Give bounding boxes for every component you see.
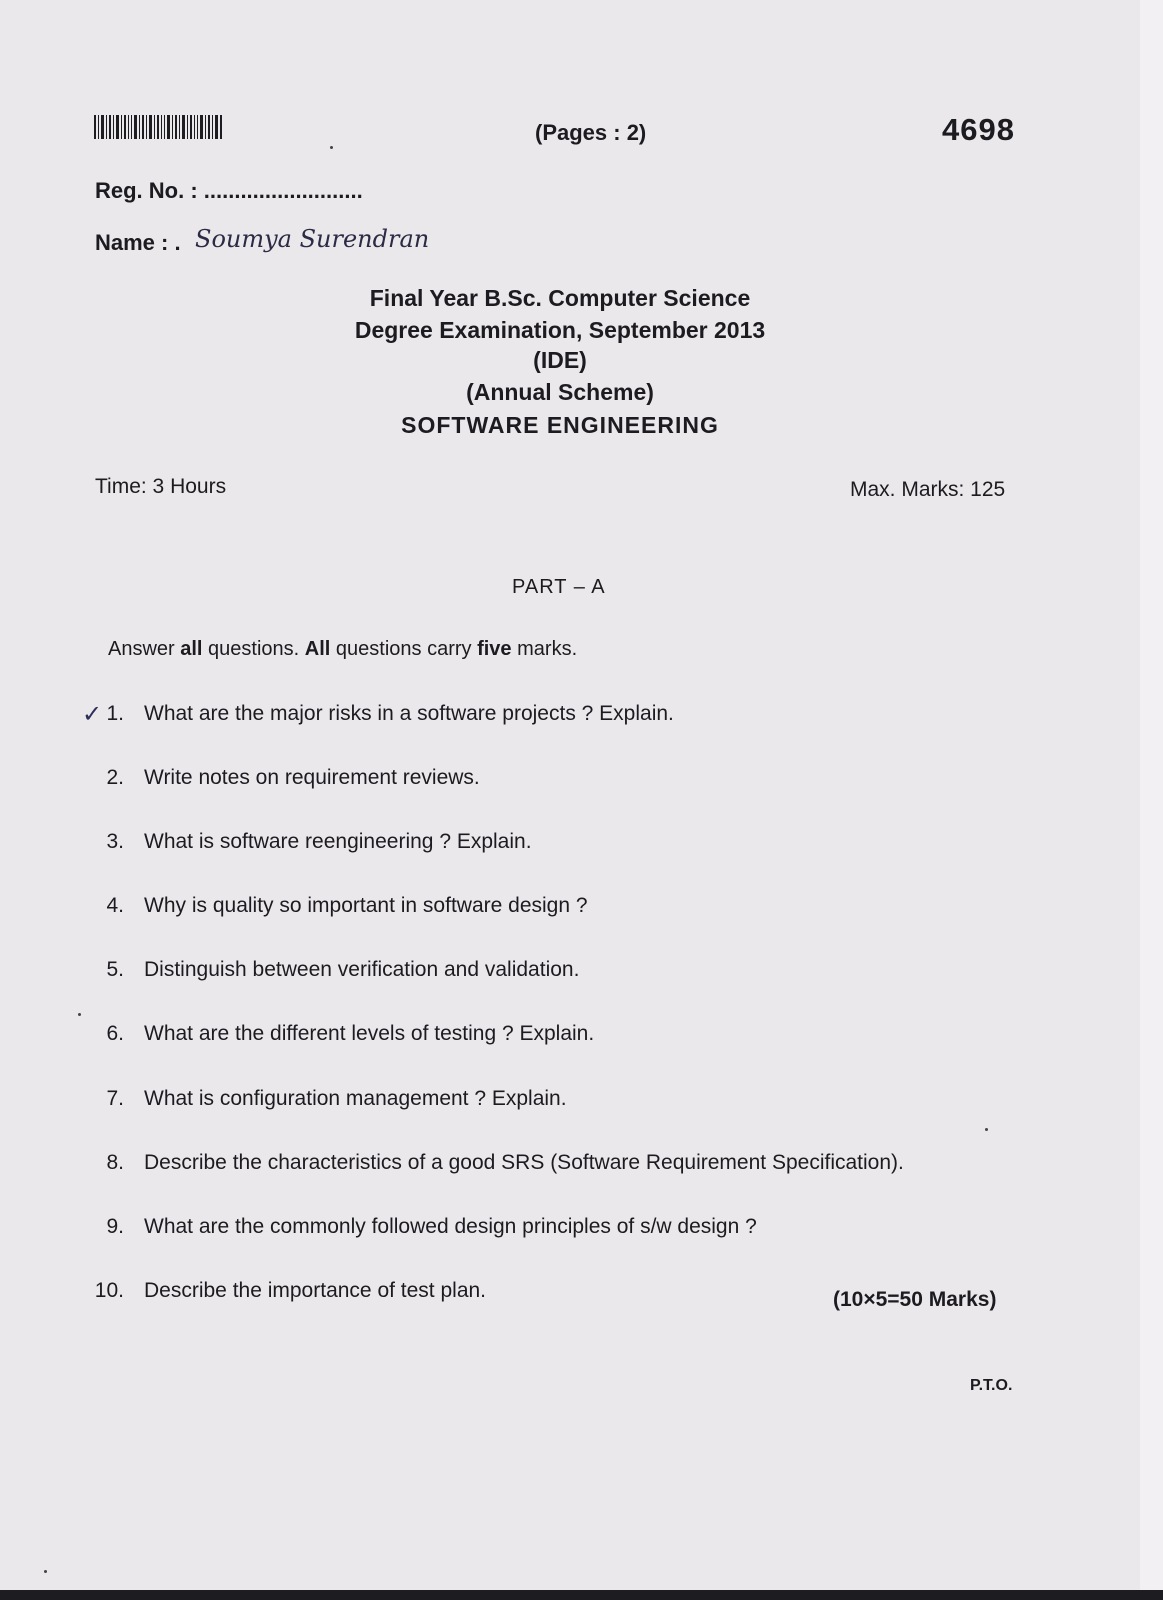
instr-bold-all2: All [304, 638, 331, 660]
instr-mid: questions. [202, 638, 305, 660]
question-text: What is software reengineering ? Explain. [144, 830, 532, 853]
part-heading: PART – A [512, 576, 606, 598]
barcode [94, 115, 222, 139]
paper-code: 4698 [942, 112, 1015, 147]
instr-pre: Answer [108, 638, 181, 660]
instr-bold-all: all [180, 638, 203, 660]
instr-mid2: questions carry [330, 638, 478, 660]
question-number: 10. [94, 1279, 124, 1302]
question-number: 5. [106, 958, 124, 981]
question-number: 3. [106, 830, 124, 853]
name-label: Name : . [95, 230, 181, 255]
reg-no-field: Reg. No. : .......................... [95, 178, 363, 203]
subject-title: SOFTWARE ENGINEERING [401, 412, 719, 438]
exam-title-line3: (IDE) [533, 347, 587, 373]
speck [44, 1570, 47, 1573]
pto-note: P.T.O. [970, 1377, 1013, 1394]
speck [330, 146, 333, 149]
question-text: What is configuration management ? Explain. [144, 1087, 567, 1110]
question-text: What are the major risks in a software projects ? Explain. [144, 702, 674, 725]
question-text: Describe the importance of test plan. [144, 1279, 487, 1302]
question-number: 4. [106, 894, 124, 917]
scan-margin [1140, 0, 1163, 1600]
instr-post: marks. [511, 638, 578, 660]
speck [985, 1128, 988, 1131]
handwritten-name: Soumya Surendran [195, 225, 430, 253]
exam-title-line2: Degree Examination, September 2013 [354, 317, 766, 343]
question-number: 9. [106, 1215, 124, 1238]
instr-bold-five: five [477, 638, 512, 660]
exam-title-line1: Final Year B.Sc. Computer Science [369, 285, 751, 311]
check-mark-icon: ✓ [82, 701, 103, 728]
question-number: 1. [106, 702, 124, 725]
question-number: 2. [106, 766, 124, 789]
exam-title-line4: (Annual Scheme) [466, 379, 654, 405]
question-text: Write notes on requirement reviews. [144, 766, 480, 789]
question-number: 8. [106, 1151, 124, 1174]
exam-time: Time: 3 Hours [95, 475, 227, 498]
question-text: Distinguish between verification and validation. [144, 958, 580, 981]
question-number: 7. [106, 1087, 124, 1110]
max-marks: Max. Marks: 125 [850, 478, 1006, 501]
question-text: Why is quality so important in software design ? [144, 894, 588, 917]
question-text: Describe the characteristics of a good SRS (Software Requirement Specification). [144, 1151, 904, 1174]
instructions [108, 638, 577, 661]
question-text: What are the different levels of testing ? Explain. [144, 1022, 595, 1045]
marks-summary: (10×5=50 Marks) [833, 1288, 997, 1311]
scan-bottom-edge [0, 1590, 1163, 1600]
question-text: What are the commonly followed design principles of s/w design ? [144, 1215, 757, 1238]
question-number: 6. [106, 1022, 124, 1045]
page-count: (Pages : 2) [535, 120, 647, 145]
speck [78, 1013, 81, 1016]
